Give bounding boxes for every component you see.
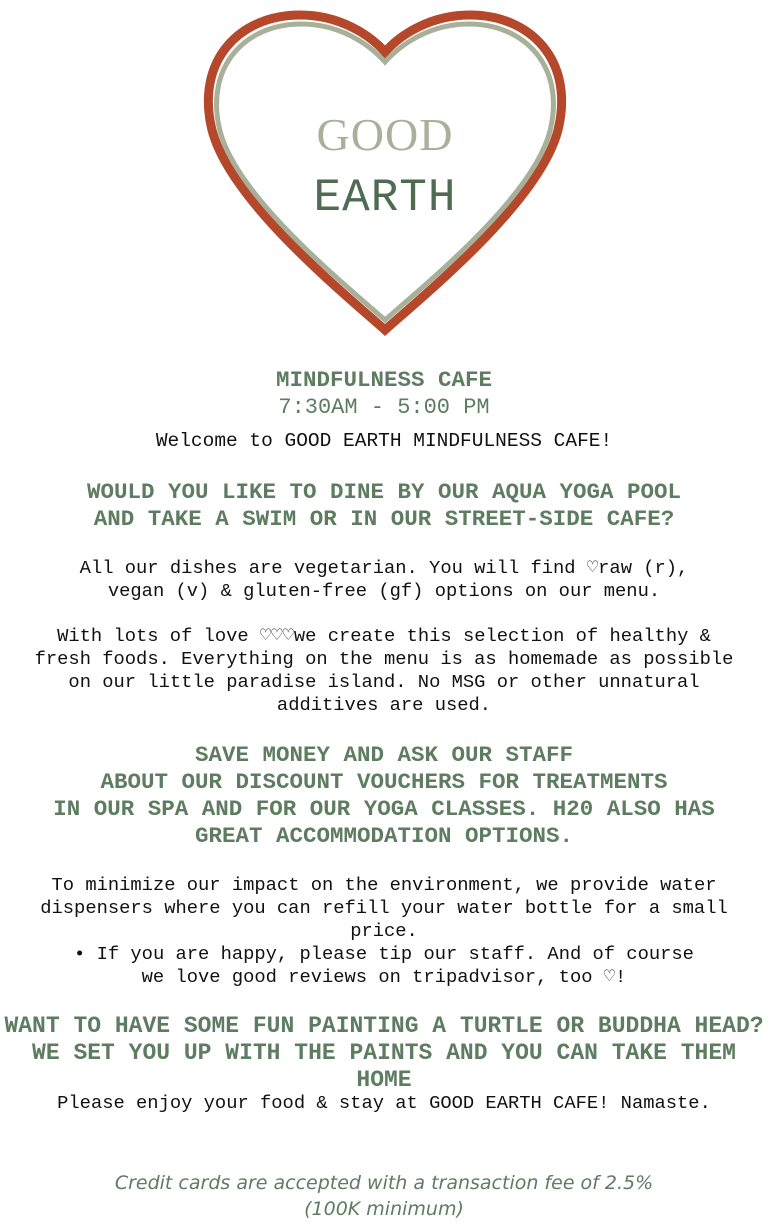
welcome-text: Welcome to GOOD EARTH MINDFULNESS CAFE! [155, 430, 613, 452]
credit-card-note: Credit cards are accepted with a transaction fee of 2.5% (100K minimum) [114, 1172, 654, 1220]
opening-hours: 7:30AM - 5:00 PM [278, 395, 490, 420]
logo-earth: EARTH [313, 172, 457, 224]
paragraph-environment: To minimize our impact on the environment, we provide water dispensers where you can refill your water bottle for a small price. [40, 874, 728, 942]
logo-good: GOOD [316, 109, 454, 160]
heading-dine: WOULD YOU LIKE TO DINE BY OUR AQUA YOGA POOL AND TAKE A SWIM OR IN OUR STREET-SIDE CAFE? [86, 479, 682, 532]
heading-painting: WANT TO HAVE SOME FUN PAINTING A TURTLE OR BUDDHA HEAD? WE SET YOU UP WITH THE PAINTS AND YOU CAN TAKE THEM HOME [4, 1013, 764, 1093]
heart-icon [190, 0, 580, 340]
closing-text: Please enjoy your food & stay at GOOD EARTH CAFE! Namaste. [57, 1092, 711, 1114]
bullet-tip-text: • If you are happy, please tip our staff. And of course we love good reviews on tripadvisor, too ♡! [74, 943, 694, 988]
logo [190, 0, 580, 340]
paragraph-vegetarian: All our dishes are vegetarian. You will find ♡raw (r), vegan (v) & gluten-free (gf) options on our menu. [79, 557, 689, 602]
bullet-tip [0, 943, 768, 989]
cafe-title: MINDFULNESS CAFE [275, 367, 493, 393]
heading-save-money: SAVE MONEY AND ASK OUR STAFF ABOUT OUR DISCOUNT VOUCHERS FOR TREATMENTS IN OUR SPA AND FOR OUR YOGA CLASSES. H20 ALSO HAS GREAT ACCOMMODATION OPTIONS. [53, 742, 715, 849]
paragraph-love: With lots of love ♡♡♡we create this selection of healthy & fresh foods. Everything on the menu is as homemade as possible on our little paradise island. No MSG or other unnatural additives are used. [34, 625, 734, 716]
